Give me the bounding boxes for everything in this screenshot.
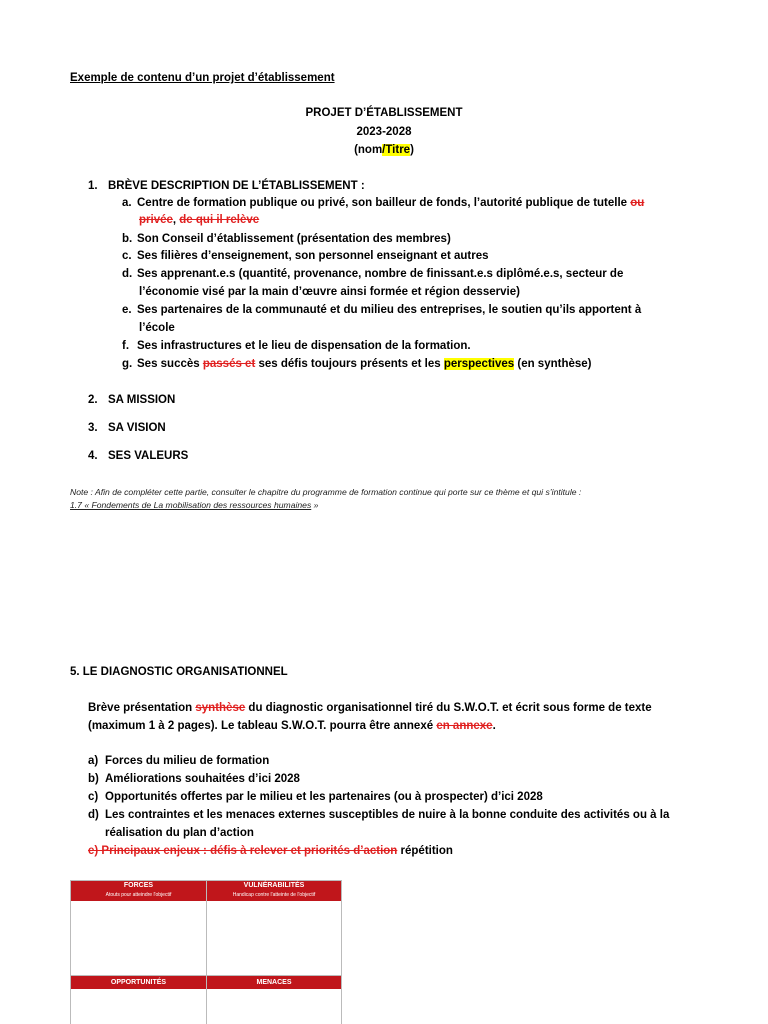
note-line-2 <box>70 499 318 512</box>
item-g-post: (en synthèse) <box>514 358 592 370</box>
section-5-paragraph-line-1 <box>88 700 652 717</box>
item-label: b) <box>88 773 99 785</box>
para-post: du diagnostic organisationnel tiré du S.W.O.T. et écrit sous forme de texte <box>245 702 652 714</box>
item-a-deleted-3: de qui il relève <box>179 214 260 226</box>
section-4-title: SES VALEURS <box>108 450 189 462</box>
section-1-title: BRÈVE DESCRIPTION DE L’ÉTABLISSEMENT : <box>108 180 365 192</box>
item-d-text: Ses apprenant.e.s (quantité, provenance, nombre de finissant.e.s diplômé.e.s, secteur de <box>137 268 624 280</box>
item-label: c) <box>88 791 99 803</box>
swot-forces-title: FORCES <box>123 882 154 889</box>
swot-vulnerabilities-header <box>207 881 341 901</box>
swot-threats-header: MENACES <box>207 976 341 989</box>
swot-vulnerabilities-cell <box>206 880 342 976</box>
swot-item-c-text: Opportunités offertes par le milieu et les partenaires (ou à prospecter) d’ici 2028 <box>105 791 543 803</box>
item-g-pre: Ses succès <box>137 358 203 370</box>
item-label: f. <box>122 340 130 352</box>
swot-item-b-text: Améliorations souhaitées d’ici 2028 <box>105 773 300 785</box>
swot-item-e-post: répétition <box>397 845 453 857</box>
section-1-heading <box>88 178 365 195</box>
item-g-highlight: perspectives <box>443 358 515 370</box>
item-e-text: Ses partenaires de la communauté et du milieu des entreprises, le soutien qu’ils apportent à <box>137 304 642 316</box>
swot-list-item-d-continuation: réalisation du plan d’action <box>105 827 254 839</box>
name-prefix: (nom <box>354 144 383 156</box>
note-line-1: Note : Afin de compléter cette partie, consulter le chapitre du programme de formation continue qui porte sur ce thème et qui s’intitule : <box>70 487 582 497</box>
para-post-2: . <box>492 720 496 732</box>
item-label: b. <box>122 233 133 245</box>
note-chapter-link[interactable]: 1.7 « Fondements de La mobilisation des ressources humaines <box>70 500 312 510</box>
swot-forces-header <box>71 881 206 901</box>
item-label: d. <box>122 268 133 280</box>
document-name-line <box>0 142 768 159</box>
item-c-text: Ses filières d’enseignement, son personnel enseignant et autres <box>137 250 489 262</box>
item-g-deleted: passés et <box>202 358 256 370</box>
swot-list-item-d <box>88 807 669 824</box>
item-b-text: Son Conseil d’établissement (présentation des membres) <box>137 233 451 245</box>
section-4-number: 4. <box>88 450 98 462</box>
list-item-d-continuation: l’économie visé par la main d’œuvre ainsi formée et région desservie) <box>139 286 520 298</box>
item-label: d) <box>88 809 99 821</box>
swot-vulnerabilities-subtitle: Handicap contre l'atteinte de l'objectif <box>232 892 316 898</box>
swot-list-item-e <box>88 843 453 860</box>
note-tail: » <box>311 500 319 510</box>
swot-list-item-a <box>88 753 269 770</box>
item-a-deleted-1: ou <box>630 197 645 209</box>
swot-vulnerabilities-title: VULNÉRABILITÉS <box>243 882 305 889</box>
list-item-a <box>122 195 644 212</box>
section-4-heading <box>88 448 188 465</box>
list-item-b <box>122 231 451 248</box>
swot-item-e-deleted: e) Principaux enjeux : défis à relever et priorités d’action <box>88 845 398 857</box>
list-item-c <box>122 248 489 265</box>
section-3-title: SA VISION <box>108 422 166 434</box>
list-item-e-continuation: l’école <box>139 322 175 334</box>
swot-list-item-c <box>88 789 543 806</box>
title-highlight: /Titre <box>382 144 411 156</box>
swot-forces-subtitle: Atouts pour atteindre l'objectif <box>105 892 172 898</box>
list-item-a-continuation <box>139 212 259 229</box>
list-item-e <box>122 302 641 319</box>
section-3-heading <box>88 420 166 437</box>
swot-list-item-b <box>88 771 300 788</box>
item-label: a) <box>88 755 99 767</box>
para-pre: Brève présentation <box>88 702 196 714</box>
list-item-d <box>122 266 623 283</box>
swot-opportunities-header: OPPORTUNITÉS <box>71 976 206 989</box>
document-years: 2023-2028 <box>356 126 412 138</box>
list-item-f <box>122 338 471 355</box>
para-pre-2: (maximum 1 à 2 pages). Le tableau S.W.O.T. pourra être annexé <box>88 720 437 732</box>
item-label: a. <box>122 197 132 209</box>
item-label: g. <box>122 358 133 370</box>
item-label: e. <box>122 304 132 316</box>
item-a-deleted-2: privée <box>139 214 173 226</box>
section-5-heading: 5. LE DIAGNOSTIC ORGANISATIONNEL <box>70 666 288 678</box>
section-2-number: 2. <box>88 394 98 406</box>
para-deleted-2: en annexe <box>436 720 493 732</box>
swot-threats-cell <box>206 975 342 1024</box>
swot-forces-cell <box>70 880 207 976</box>
section-2-heading <box>88 392 175 409</box>
section-5-paragraph-line-2 <box>88 718 496 735</box>
item-label: c. <box>122 250 132 262</box>
section-2-title: SA MISSION <box>108 394 176 406</box>
swot-opportunities-cell <box>70 975 207 1024</box>
item-a-text: Centre de formation publique ou privé, son bailleur de fonds, l’autorité publique de tutelle <box>137 197 628 209</box>
item-f-text: Ses infrastructures et le lieu de dispensation de la formation. <box>137 340 471 352</box>
swot-item-d-text: Les contraintes et les menaces externes susceptibles de nuire à la bonne conduite des activités ou à la <box>105 809 670 821</box>
para-deleted-1: synthèse <box>195 702 246 714</box>
swot-table <box>70 880 342 1024</box>
item-g-mid: ses défis toujours présents et les <box>255 358 444 370</box>
document-title: PROJET D’ÉTABLISSEMENT <box>305 107 463 119</box>
document-header-link: Exemple de contenu d’un projet d’établissement <box>70 72 335 84</box>
item-a-comma: , <box>172 214 180 226</box>
section-1-number: 1. <box>88 180 98 192</box>
section-3-number: 3. <box>88 422 98 434</box>
list-item-g <box>122 356 592 373</box>
name-suffix: ) <box>410 144 414 156</box>
swot-item-a-text: Forces du milieu de formation <box>105 755 270 767</box>
